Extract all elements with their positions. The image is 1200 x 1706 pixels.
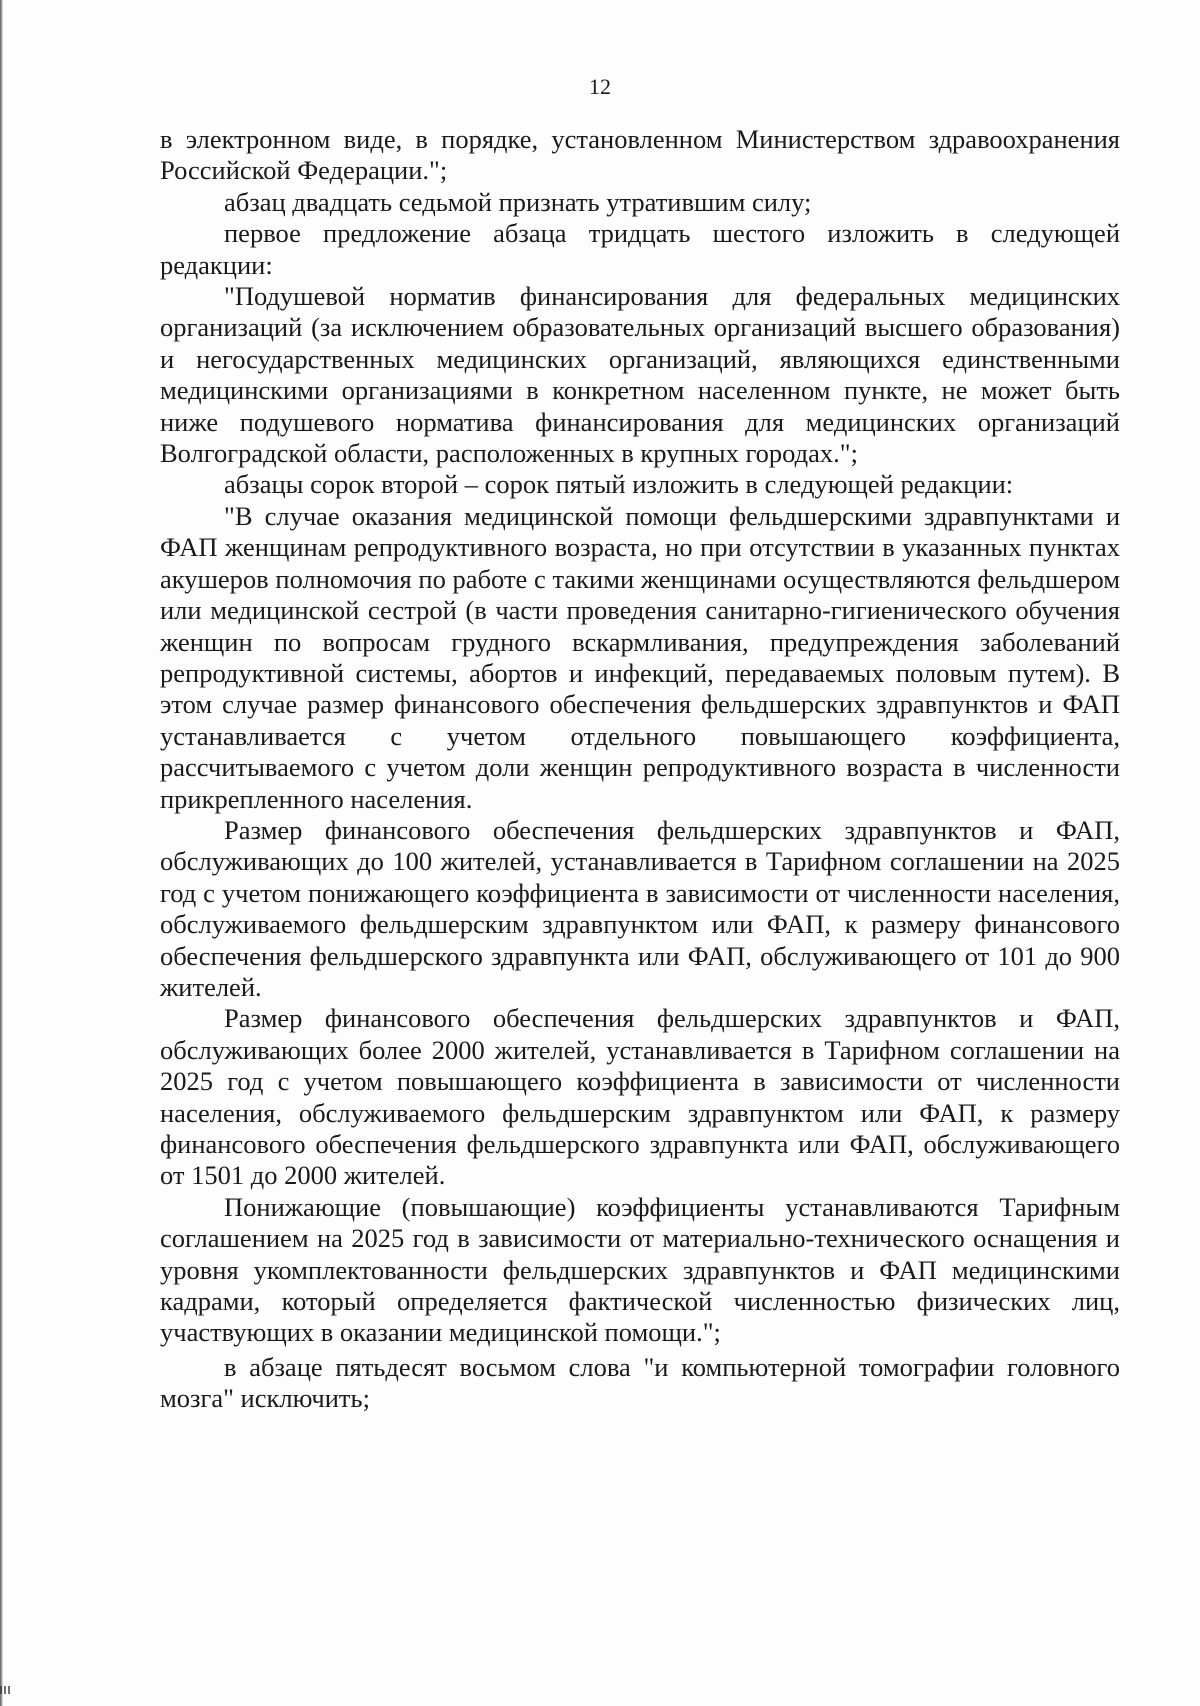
document-body — [160, 124, 1120, 1415]
paragraph-reproductive-age: "В случае оказания медицинской помощи фельдшерскими здравпунктами и ФАП женщинам репродуктивного возраста, но при отсутствии в указанных пунктах акушеров полномочия по работе с такими женщинами осуществляются фельдшером или медицинской сестрой (в части проведения санитарно-гигиенического обучения женщин по вопросам грудного вскармливания, предупреждения заболеваний репродуктивной системы, абортов и инфекций, передаваемых половым путем). В этом случае размер финансового обеспечения фельдшерских здравпунктов и ФАП устанавливается с учетом отдельного повышающего коэффициента, рассчитываемого с учетом доли женщин репродуктивного возраста в численности прикрепленного населения. — [160, 500, 1120, 814]
paragraph-amendment-42-45-intro: абзацы сорок второй – сорок пятый изложить в следующей редакции: — [224, 469, 1014, 500]
paragraph-amendment-58: в абзаце пятьдесят восьмом слова "и компьютерной томографии головного мозга" исключить; — [160, 1351, 1120, 1414]
page-number: 12 — [589, 74, 611, 99]
paragraph-over-2000: Размер финансового обеспечения фельдшерских здравпунктов и ФАП, обслуживающих более 2000 жителей, устанавливается в Тарифном соглашении на 2025 год с учетом повышающего коэффициента в зависимости от численности населения, обслуживаемого фельдшерским здравпунктом или ФАП, к размеру финансового обеспечения фельдшерского здравпункта или ФАП, обслуживающего от 1501 до 2000 жителей. — [160, 1003, 1120, 1191]
paragraph-under-100: Размер финансового обеспечения фельдшерских здравпунктов и ФАП, обслуживающих до 100 жителей, устанавливается в Тарифном соглашении на 2025 год с учетом понижающего коэффициента в зависимости от численности населения, обслуживаемого фельдшерским здравпунктом или ФАП, к размеру финансового обеспечения фельдшерского здравпункта или ФАП, обслуживающего от 101 до 900 жителей. — [160, 814, 1120, 1002]
paragraph-per-capita-norm: "Подушевой норматив финансирования для федеральных медицинских организаций (за исключением образовательных организаций высшего образования) и негосударственных медицинских организаций, являющихся единственными медицинскими организациями в конкретном населенном пункте, не может быть ниже подушевого норматива финансирования для медицинских организаций Волгоградской области, расположенных в крупных городах."; — [160, 281, 1120, 469]
scan-edge-left — [0, 0, 3, 1706]
paragraph-amendment-27: абзац двадцать седьмой признать утратившим силу; — [224, 186, 812, 217]
paragraph-amendment-36-intro: первое предложение абзаца тридцать шестого изложить в следующей редакции: — [160, 218, 1120, 280]
paragraph-coefficients: Понижающие (повышающие) коэффициенты устанавливаются Тарифным соглашением на 2025 год в зависимости от материально-технического оснащения и уровня укомплектованности фельдшерских здравпунктов и ФАП медицинскими кадрами, который определяется фактической численностью физических лиц, участвующих в оказании медицинской помощи."; — [160, 1191, 1120, 1348]
paragraph-continuation: в электронном виде, в порядке, установленном Министерством здравоохранения Российской Федерации."; — [160, 124, 1120, 186]
scan-edge-mark — [0, 1686, 10, 1694]
